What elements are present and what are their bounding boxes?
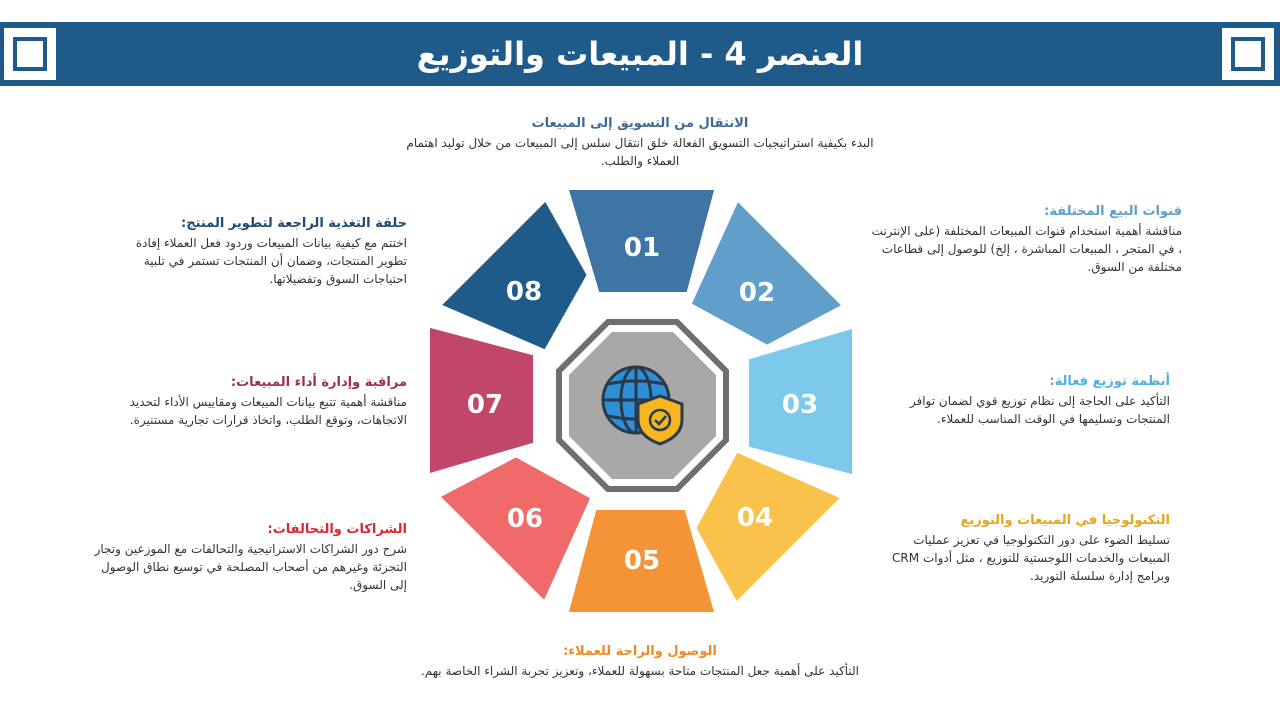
segment-08-number: 08 xyxy=(505,277,543,307)
block-05 xyxy=(360,644,920,680)
block-03 xyxy=(870,374,1170,428)
segment-02-number: 02 xyxy=(738,278,776,308)
block-01-text: البدء بكيفية استراتيجيات التسويق الفعالة خلق انتقال سلس إلى المبيعات من خلال توليد اهتمام العملاء والطلب. xyxy=(406,136,874,168)
segment-08 xyxy=(437,197,590,353)
segment-08-shape xyxy=(437,197,590,353)
block-06 xyxy=(92,522,407,594)
block-08-text: اختتم مع كيفية بيانات المبيعات وردود فعل العملاء إفادة تطوير المنتجات، وضمان أن المنتجات تستمر في تلبية احتياجات السوق وتفضيلاتها. xyxy=(135,236,407,286)
block-04-text: تسليط الضوء على دور التكنولوجيا في تعزيز عمليات المبيعات والخدمات اللوجستية للتوزيع ، مثل أدوات CRM وبرامج إدارة سلسلة التوريد. xyxy=(892,533,1170,583)
block-07 xyxy=(100,375,407,429)
block-06-text: شرح دور الشراكات الاستراتيجية والتحالفات مع الموزعين وتجار التجزئة وغيرهم من أصحاب المصلحة في توسيع نطاق الوصول إلى السوق. xyxy=(94,542,407,592)
block-03-heading: أنظمة توزيع فعالة: xyxy=(1049,374,1170,389)
segment-03-number: 03 xyxy=(781,390,819,420)
segment-04 xyxy=(693,449,845,606)
segment-04-number: 04 xyxy=(736,503,774,533)
block-01-heading: الانتقال من التسويق إلى المبيعات xyxy=(531,116,749,131)
block-08-heading: حلقة التغذية الراجعة لتطوير المنتج: xyxy=(181,216,407,231)
block-04 xyxy=(870,513,1170,585)
block-06-heading: الشراكات والتحالفات: xyxy=(267,522,407,537)
segment-01-number: 01 xyxy=(623,233,661,263)
block-05-heading: الوصول والراحة للعملاء: xyxy=(563,644,717,659)
block-07-text: مناقشة أهمية تتبع بيانات المبيعات ومقاييس الأداء لتحديد الاتجاهات، وتوقع الطلب، واتخاذ قرارات تجارية مستنيرة. xyxy=(129,395,407,427)
segment-07-number: 07 xyxy=(466,390,504,420)
page-title: العنصر 4 - المبيعات والتوزيع xyxy=(416,35,864,73)
block-05-text: التأكيد على أهمية جعل المنتجات متاحة بسهولة للعملاء، وتعزيز تجربة الشراء الخاصة بهم. xyxy=(420,664,860,678)
block-07-heading: مراقبة وإدارة أداء المبيعات: xyxy=(230,375,407,390)
segment-06-number: 06 xyxy=(506,504,544,534)
segment-05-number: 05 xyxy=(623,546,661,576)
block-04-heading: التكنولوجيا في المبيعات والتوزيع xyxy=(960,513,1170,528)
segment-06 xyxy=(436,454,594,605)
block-02 xyxy=(870,204,1182,276)
block-02-heading: قنوات البيع المختلفة: xyxy=(1044,204,1182,219)
block-03-text: التأكيد على الحاجة إلى نظام توزيع قوي لضمان توافر المنتجات وتسليمها في الوقت المناسب للعملاء. xyxy=(909,394,1170,426)
block-08 xyxy=(105,216,407,288)
block-01 xyxy=(405,116,875,170)
block-02-text: مناقشة أهمية استخدام قنوات المبيعات المختلفة (على الإنترنت ، في المتجر ، المبيعات المباشرة ، إلخ) للوصول إلى قطاعات مختلفة من السوق. xyxy=(871,224,1182,274)
